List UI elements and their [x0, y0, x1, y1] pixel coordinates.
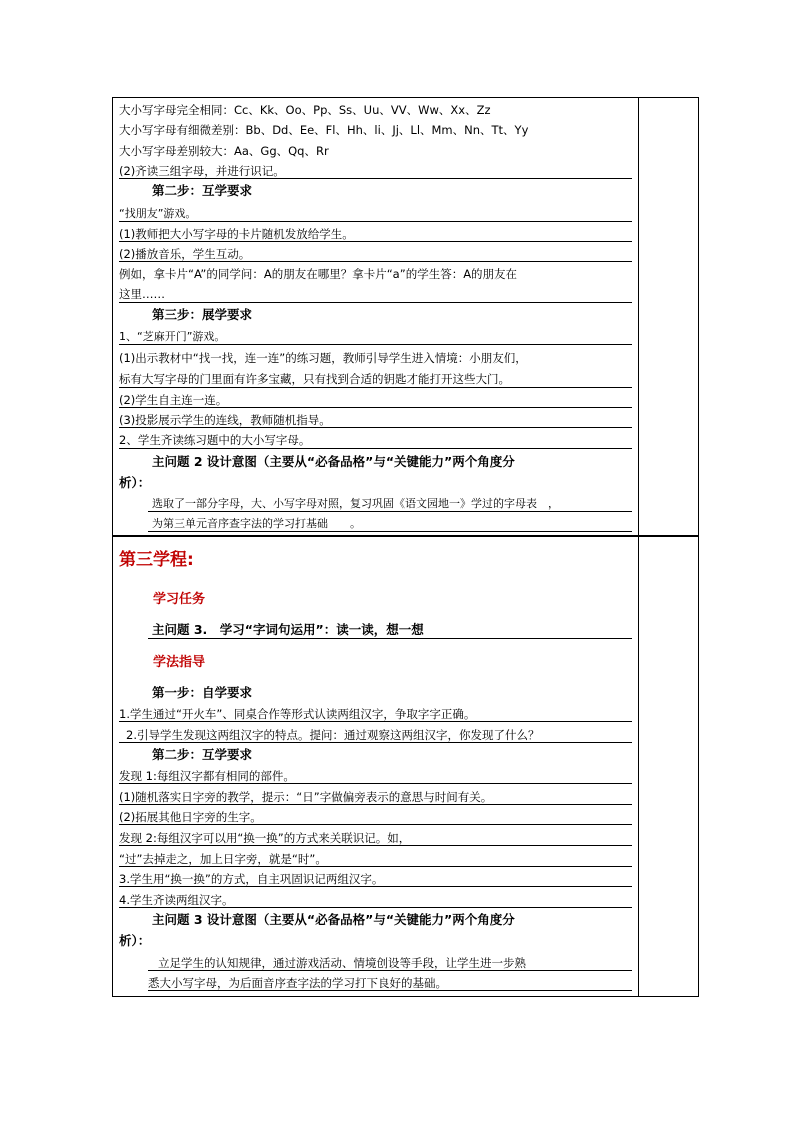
- step3-item-1b: 标有大写字母的门里面有许多宝藏，只有找到合适的钥匙才能打开这些大门。: [119, 372, 510, 386]
- underline: [119, 742, 632, 743]
- step2-title: 第二步：互学要求: [152, 183, 253, 198]
- underline: [148, 990, 632, 991]
- underline: [119, 302, 632, 303]
- letters-slight-difference: 大小写字母有细微差别：Bb、Dd、Ee、Fl、Hh、li、Jj、Ll、Mm、Nn、Tt、Yy: [119, 123, 529, 137]
- underline: [148, 638, 632, 639]
- finding-1-item-1: (1)随机落实日字旁的教学，提示：“日”字做偏旁表示的意思与时间有关。: [119, 790, 493, 804]
- step2b-title: 第二步：互学要求: [152, 747, 253, 762]
- intent3-text-b: 悉大小写字母，为后面音序查字法的学习打下良好的基础。: [148, 976, 447, 990]
- read-letters: (2)齐读三组字母，并进行识记。: [119, 164, 285, 178]
- step2b-item-3: 3.学生用“换一换”的方式，自主巩固识记两组汉字。: [119, 872, 384, 886]
- table-row-divider: [112, 535, 699, 537]
- underline: [119, 221, 632, 222]
- learning-task-heading: 学习任务: [153, 592, 206, 607]
- underline: [119, 241, 632, 242]
- intent2-heading-a: 主问题 2 设计意图（主要从“必备品格”与“关键能力”两个角度分: [152, 454, 515, 469]
- underline: [119, 387, 632, 388]
- step1-title: 第一步：自学要求: [152, 685, 253, 700]
- intent3-heading-b: 析）：: [119, 933, 151, 948]
- main-question-3: 主问题 3. 学习“字词句运用”：读一读，想一想: [152, 622, 424, 637]
- underline: [119, 824, 632, 825]
- underline: [119, 344, 632, 345]
- table-column-divider: [638, 97, 639, 997]
- letters-identical: 大小写字母完全相同：Cc、Kk、Oo、Pp、Ss、Uu、VV、Ww、Xx、Zz: [119, 103, 491, 117]
- sesame-game: 1、“芝麻开门”游戏。: [119, 330, 226, 343]
- method-guide-heading: 学法指导: [153, 655, 206, 670]
- underline: [119, 448, 632, 449]
- finding-1-item-2: (2)拓展其他日字旁的生字。: [119, 810, 262, 824]
- step2-item-1: (1)教师把大小写字母的卡片随机发放给学生。: [119, 227, 354, 241]
- step2-example-a: 例如，拿卡片“A”的同学问：A的朋友在哪里？拿卡片“a”的学生答：A的朋友在: [119, 267, 518, 281]
- underline: [148, 531, 632, 532]
- underline: [119, 178, 632, 179]
- underline: [119, 783, 632, 784]
- underline: [119, 407, 632, 408]
- underline: [148, 511, 632, 512]
- step3-item-1a: (1)出示教材中“找一找，连一连”的练习题，教师引导学生进入情境：小朋友们，: [119, 351, 527, 365]
- step1-item-1: 1.学生通过“开火车”、同桌合作等形式认读两组汉字，争取字字正确。: [119, 707, 476, 721]
- intent3-text-a: 立足学生的认知规律，通过游戏活动、情境创设等手段，让学生进一步熟: [158, 956, 526, 970]
- underline: [119, 261, 632, 262]
- step2b-item-4: 4.学生齐读两组汉字。: [119, 893, 234, 907]
- step3-item-4: 2、学生齐读练习题中的大小写字母。: [119, 433, 311, 447]
- underline: [119, 845, 632, 846]
- underline: [119, 427, 632, 428]
- underline: [119, 804, 632, 805]
- step3-title: 第三步：展学要求: [152, 307, 253, 322]
- step3-item-2: (2)学生自主连一连。: [119, 393, 228, 407]
- intent2-heading-b: 析）：: [119, 475, 151, 490]
- underline: [119, 886, 632, 887]
- step2-example-b: 这里……: [119, 287, 165, 301]
- underline: [119, 866, 632, 867]
- step3-item-3: (3)投影展示学生的连线，教师随机指导。: [119, 413, 331, 427]
- finding-1: 发现 1:每组汉字都有相同的部件。: [119, 769, 295, 783]
- finding-2: 发现 2:每组汉字可以用“换一换”的方式来关联识记。如，: [119, 831, 411, 845]
- find-friends-game: “找朋友”游戏。: [119, 207, 197, 220]
- underline: [148, 970, 632, 971]
- finding-2-example: “过”去掉走之，加上日字旁，就是“时”。: [119, 852, 327, 866]
- underline: [119, 721, 632, 722]
- step1-item-2: 2.引导学生发现这两组汉字的特点。提问：通过观察这两组汉字，你发现了什么？: [126, 728, 540, 742]
- step2-item-2: (2)播放音乐，学生互动。: [119, 247, 251, 261]
- section-title: 第三学程:: [119, 550, 194, 570]
- underline: [119, 907, 632, 908]
- intent2-text-a: 选取了一部分字母，大、小写字母对照，复习巩固《语文园地一》学过的字母表 ，: [152, 497, 559, 510]
- intent3-heading-a: 主问题 3 设计意图（主要从“必备品格”与“关键能力”两个角度分: [152, 912, 515, 927]
- intent2-text-b: 为第三单元音序查字法的学习打基础 。: [152, 517, 361, 530]
- letters-large-difference: 大小写字母差别较大：Aa、Gg、Qq、Rr: [119, 144, 329, 158]
